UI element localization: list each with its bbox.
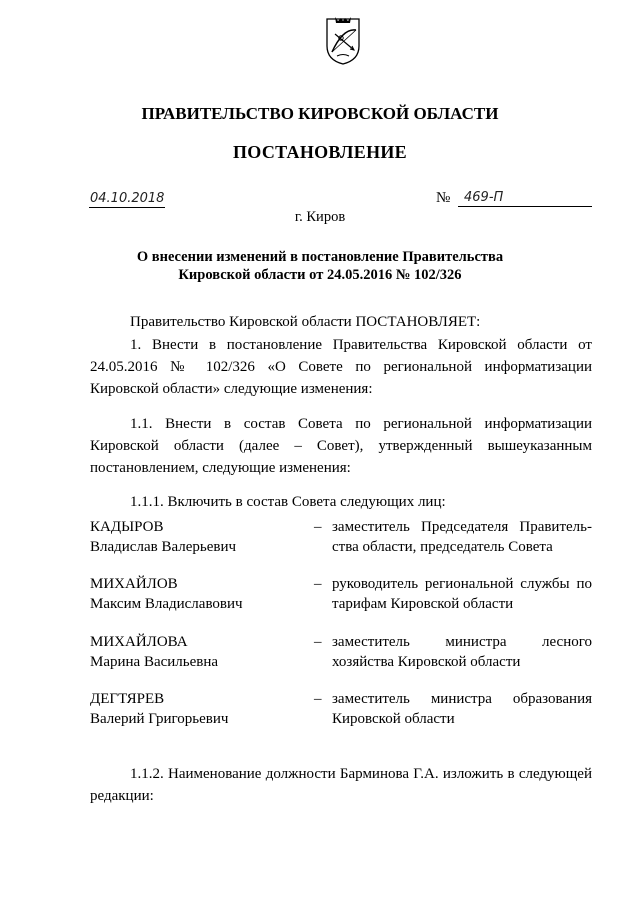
paragraph-1-1-1: 1.1.1. Включить в состав Совета следующих лиц: bbox=[130, 494, 446, 510]
member-dash: – bbox=[314, 576, 322, 592]
subject-line-2: Кировской области от 24.05.2016 № 102/326 bbox=[178, 267, 462, 283]
government-title: ПРАВИТЕЛЬСТВО КИРОВСКОЙ ОБЛАСТИ bbox=[141, 104, 499, 123]
paragraph-1-1-2: 1.1.2. Наименование должности Барминова Г.А. изложить в следующей редакции: bbox=[90, 766, 592, 804]
document-date: 04.10.2018 bbox=[90, 191, 165, 206]
member-surname: КАДЫРОВ bbox=[90, 519, 164, 535]
paragraph-1-1: 1.1. Внести в состав Совета по региональной информатизации Кировской области (далее – Совет), утвержденный вышеуказанным постановлением, следующие изменения: bbox=[90, 416, 592, 476]
intro-paragraph: Правительство Кировской области ПОСТАНОВЛЯЕТ: bbox=[130, 314, 481, 330]
member-dash: – bbox=[314, 634, 322, 650]
member-name bbox=[90, 574, 310, 614]
member-name bbox=[90, 517, 310, 557]
subject-line-1: О внесении изменений в постановление Правительства bbox=[136, 249, 504, 265]
paragraph-1: 1. Внести в постановление Правительства Кировской области от 24.05.2016 № 102/326 «О Совете по региональной информатизации Кировской области» следующие изменения: bbox=[90, 337, 592, 397]
number-label: № bbox=[436, 190, 451, 206]
member-given-name: Максим Владиславович bbox=[90, 596, 243, 612]
document-subject bbox=[0, 248, 640, 284]
member-surname: ДЕГТЯРЕВ bbox=[90, 691, 165, 707]
document-number: 469-П bbox=[458, 190, 592, 207]
member-position: заместитель министра лесного хозяйства Кировской области bbox=[332, 634, 592, 670]
member-position: заместитель Председателя Правитель-ства области, председатель Совета bbox=[332, 519, 592, 555]
kirov-coat-of-arms-icon bbox=[323, 16, 363, 66]
member-name bbox=[90, 632, 310, 672]
member-surname: МИХАЙЛОВА bbox=[90, 634, 188, 650]
member-dash: – bbox=[314, 519, 322, 535]
member-position: руководитель региональной службы по тарифам Кировской области bbox=[332, 576, 592, 612]
member-name bbox=[90, 689, 310, 729]
member-dash: – bbox=[314, 691, 322, 707]
member-position: заместитель министра образования Кировской области bbox=[332, 691, 592, 727]
city: г. Киров bbox=[294, 209, 346, 225]
member-surname: МИХАЙЛОВ bbox=[90, 576, 178, 592]
member-given-name: Марина Васильевна bbox=[90, 654, 219, 670]
member-given-name: Владислав Валерьевич bbox=[90, 539, 237, 555]
document-type-title: ПОСТАНОВЛЕНИЕ bbox=[233, 142, 407, 162]
member-given-name: Валерий Григорьевич bbox=[90, 711, 229, 727]
